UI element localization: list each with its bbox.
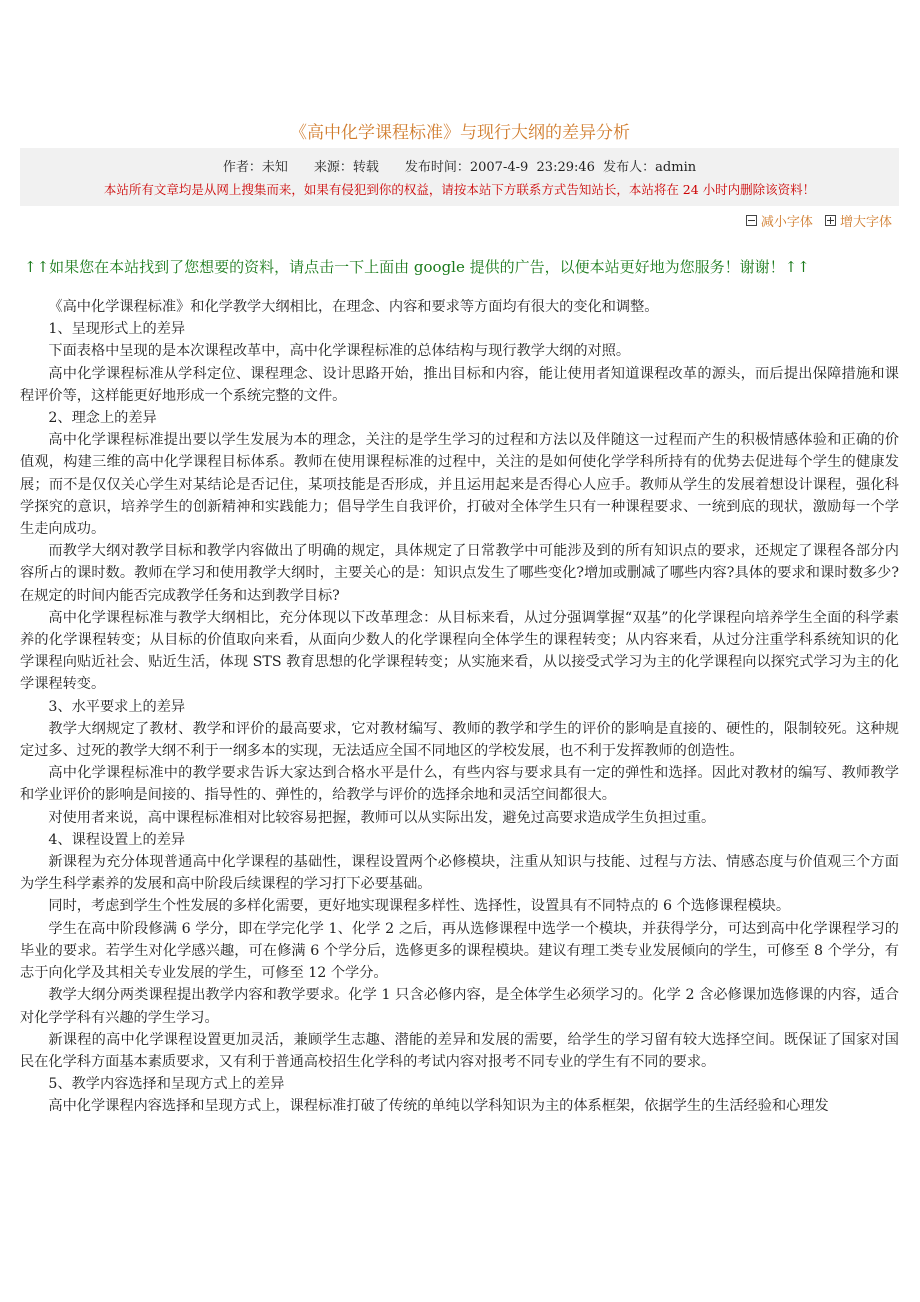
section-heading: 2、理念上的差异 xyxy=(48,410,157,427)
paragraph: 新课程的高中化学课程设置更加灵活，兼顾学生志趣、潜能的差异和发展的需要，给学生的学习留有较大选择空间。既保证了国家对国民在化学科方面基本素质要求，又有利于普通高校招生化学科的考试内容对报考不同专业的学生有不同的要求。 xyxy=(20,1031,899,1070)
decrease-font-label: 减小字体 xyxy=(760,215,813,230)
copyright-notice: 本站所有文章均是从网上搜集而来，如果有侵犯到你的权益，请按本站下方联系方式告知站长，本站将在 24 小时内删除该资料！ xyxy=(103,182,816,197)
article-meta-box xyxy=(20,148,899,206)
section-heading: 1、呈现形式上的差异 xyxy=(48,321,186,338)
article-meta: 作者：未知 来源：转载 发布时间：2007-4-9 23:29:46 发布人：admin xyxy=(222,160,697,175)
article-title: 《高中化学课程标准》与现行大纲的差异分析 xyxy=(290,123,630,143)
paragraph: 高中化学课程标准中的教学要求告诉大家达到合格水平是什么，有些内容与要求具有一定的弹性和选择。因此对教材的编写、教师教学和学业评价的影响是间接的、指导性的、弹性的，给教学与评价的选择余地和灵活空间都很大。 xyxy=(20,765,899,804)
paragraph: 教学大纲规定了教材、教学和评价的最高要求，它对教材编写、教师的教学和学生的评价的影响是直接的、硬性的，限制较死。这种规定过多、过死的教学大纲不利于一纲多本的实现，无法适应全国不同地区的学校发展，也不利于发挥教师的创造性。 xyxy=(20,720,899,760)
paragraph: 高中化学课程标准与教学大纲相比，充分体现以下改革理念：从目标来看，从过分强调掌握“双基”的化学课程向培养学生全面的科学素养的化学课程转变；从目标的价值取向来看，从面向少数人的化学课程向全体学生的课程转变；从内容来看，从过分注重学科系统知识的化学课程向贴近社会、贴近生活，体现 STS 教育思想的化学课程转变；从实施来看，从以接受式学习为主的化学课程向以探究式学习为主的化学课程转变。 xyxy=(20,609,899,693)
paragraph: 同时，考虑到学生个性发展的多样化需要，更好地实现课程多样性、选择性，设置具有不同特点的 6 个选修课程模块。 xyxy=(48,898,791,915)
paragraph: 学生在高中阶段修满 6 学分，即在学完化学 1、化学 2 之后，再从选修课程中选学一个模块，并获得学分，可达到高中化学课程学习的毕业的要求。若学生对化学感兴趣，可在修满 6 个学分后，选修更多的课程模块。建议有理工类专业发展倾向的学生，可修至 8 个学分，有志于向化学及其相关专业发展的学生，可修至 12 个学分。 xyxy=(20,920,899,982)
font-size-controls xyxy=(738,211,892,230)
paragraph: 对使用者来说，高中课程标准相对比较容易把握，教师可以从实际出发，避免过高要求造成学生负担过重。 xyxy=(48,809,716,826)
increase-font-button[interactable] xyxy=(825,211,892,230)
section-heading: 4、课程设置上的差异 xyxy=(48,831,186,848)
paragraph: 高中化学课程标准从学科定位、课程理念、设计思路开始，推出目标和内容，能让使用者知道课程改革的源头，而后提出保障措施和课程评价等，这样能更好地形成一个系统完整的文件。 xyxy=(20,365,899,404)
ad-request-line: ↑↑如果您在本站找到了您想要的资料，请点击一下上面由 google 提供的广告，以便本站更好地为您服务！谢谢！↑↑ xyxy=(24,258,810,276)
paragraph: 下面表格中呈现的是本次课程改革中，高中化学课程标准的总体结构与现行教学大纲的对照。 xyxy=(48,343,631,360)
increase-font-label: 增大字体 xyxy=(839,215,892,230)
decrease-font-button[interactable] xyxy=(746,211,813,230)
paragraph: 高中化学课程标准提出要以学生发展为本的理念，关注的是学生学习的过程和方法以及伴随这一过程而产生的积极情感体验和正确的价值观，构建三维的高中化学课程目标体系。教师在使用课程标准的过程中，关注的是如何使化学学科所持有的优势去促进每个学生的健康发展；而不是仅仅关心学生对某结论是否记住，某项技能是否形成，并且运用起来是否得心人应手。教师从学生的发展着想设计课程，强化科学探究的意识，培养学生的创新精神和实践能力；倡导学生自我评价，打破对全体学生只有一种课程要求、一统到底的现状，激励每一个学生走向成功。 xyxy=(20,432,899,538)
plus-box-icon xyxy=(825,215,836,226)
paragraph: 而教学大纲对教学目标和教学内容做出了明确的规定，具体规定了日常教学中可能涉及到的所有知识点的要求，还规定了课程各部分内容所占的课时数。教师在学习和使用教学大纲时，主要关心的是：知识点发生了哪些变化?增加或删减了哪些内容?具体的要求和课时数多少?在规定的时间内能否完成教学任务和达到教学目标? xyxy=(20,543,899,604)
section-heading: 5、教学内容选择和呈现方式上的差异 xyxy=(48,1076,285,1093)
paragraph: 新课程为充分体现普通高中化学课程的基础性，课程设置两个必修模块，注重从知识与技能、过程与方法、情感态度与价值观三个方面为学生科学素养的发展和高中阶段后续课程的学习打下必要基础。 xyxy=(20,854,899,893)
section-heading: 3、水平要求上的差异 xyxy=(48,698,186,715)
article-body xyxy=(20,296,899,1118)
paragraph: 教学大纲分两类课程提出教学内容和教学要求。化学 1 只含必修内容，是全体学生必须学习的。化学 2 含必修课加选修课的内容，适合对化学学科有兴趣的学生学习。 xyxy=(20,987,899,1026)
paragraph: 《高中化学课程标准》和化学教学大纲相比，在理念、内容和要求等方面均有很大的变化和调整。 xyxy=(48,299,659,315)
minus-box-icon xyxy=(746,215,757,226)
paragraph: 高中化学课程内容选择和呈现方式上，课程标准打破了传统的单纯以学科知识为主的体系框架，依据学生的生活经验和心理发 xyxy=(48,1098,829,1115)
